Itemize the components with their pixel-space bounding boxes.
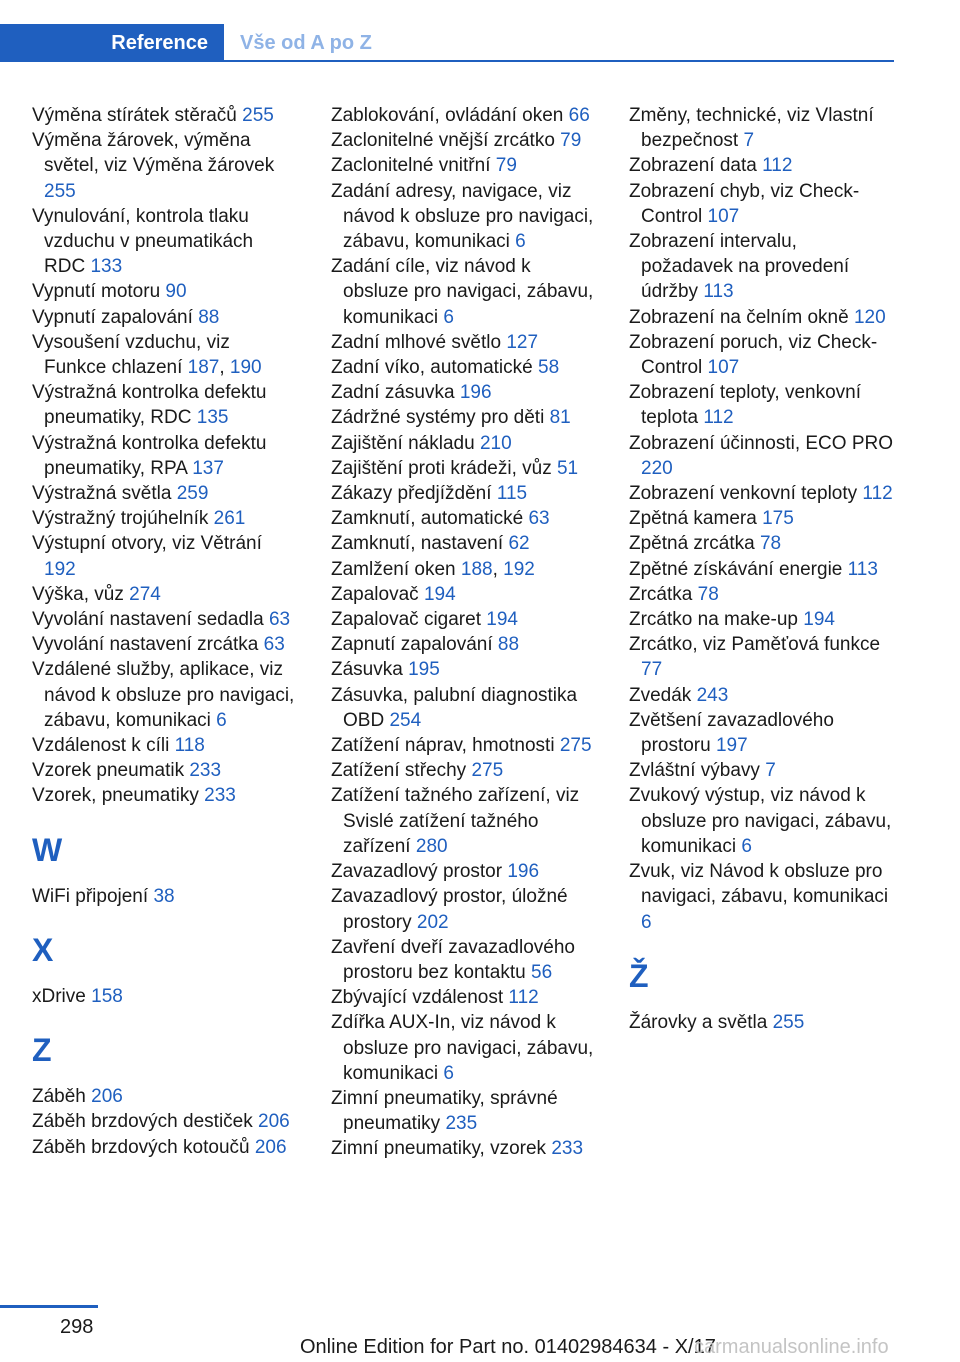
entry-text: Vzdálenost k cíli [32, 735, 170, 757]
index-entry [629, 179, 894, 229]
page-link[interactable]: 194 [423, 583, 456, 605]
entry-text: Žárovky a světla [629, 1011, 768, 1033]
entry-text: Zvláštní výbavy [629, 760, 760, 782]
tab-all-a-to-z[interactable]: Vše od A po Z [240, 31, 372, 54]
entry-text: Zvětšení zavazadlového prostoru [629, 709, 834, 757]
index-entry [331, 456, 596, 481]
page-link[interactable]: 6 [443, 306, 454, 328]
entry-text: Zobrazení na čelním okně [629, 306, 849, 328]
entry-text: Zrcátko na make-up [629, 609, 798, 631]
entry-text: Výstražná kontrolka defektu pneumatiky, RDC [32, 382, 267, 429]
page-link[interactable]: 206 [258, 1111, 290, 1133]
entry-text: Zatížení náprav, hmotnosti [331, 735, 555, 757]
page-link[interactable]: 235 [445, 1113, 478, 1135]
index-entry [32, 431, 297, 481]
page-link[interactable]: 6 [741, 835, 752, 857]
index-entry [32, 103, 297, 128]
page-link[interactable]: 7 [765, 760, 776, 782]
page-link[interactable]: 107 [707, 205, 740, 227]
page-link[interactable]: 275 [559, 735, 592, 757]
entry-text: WiFi připojení [32, 885, 149, 907]
page-link[interactable]: 192 [44, 558, 76, 580]
entry-text: Zákazy předjíždění [331, 483, 492, 505]
index-entry [32, 506, 297, 531]
index-entry [32, 607, 297, 632]
page-link[interactable]: 79 [560, 130, 582, 152]
entry-text: Zobrazení chyb, viz Check-Control [629, 180, 860, 227]
index-entry [331, 657, 596, 682]
entry-text: Zamknutí, automatické [331, 508, 524, 530]
edition-note: Online Edition for Part no. 01402984634 - X/17 [300, 1336, 716, 1358]
entry-text: Zpětné získávání energie [629, 558, 843, 580]
entry-text: Zpětná zrcátka [629, 533, 755, 555]
index-entry [32, 128, 297, 204]
page-link[interactable]: 113 [847, 558, 878, 580]
entry-text: Výměna stírátek stěračů [32, 105, 237, 126]
page-link[interactable]: 233 [551, 1138, 584, 1160]
entry-text: Zobrazení data [629, 155, 757, 177]
page-link[interactable]: 254 [389, 709, 422, 731]
entry-text: Záběh [32, 1086, 86, 1108]
index-entry [331, 330, 596, 355]
index-entry [32, 582, 297, 607]
page-link[interactable]: 115 [496, 483, 528, 505]
index-entry [629, 683, 894, 708]
page-link[interactable]: 206 [91, 1086, 123, 1108]
footer-rule [0, 1305, 98, 1308]
page-link[interactable]: 88 [497, 634, 520, 656]
entry-text: Zaclonitelné vnitřní [331, 155, 491, 177]
entry-text: Zadní mlhové světlo [331, 331, 502, 353]
entry-text: Zrcátko, viz Paměťová funkce [629, 634, 881, 656]
index-entry [331, 153, 596, 178]
entry-text: Zobrazení účinnosti, ECO PRO [629, 432, 893, 454]
entry-text: Zádržné systémy pro děti [331, 407, 545, 429]
index-entry [331, 1136, 596, 1161]
page-link[interactable]: 255 [44, 180, 76, 202]
page-link[interactable]: 6 [515, 231, 526, 253]
section-letter: X [32, 931, 54, 968]
page-link[interactable]: 107 [707, 357, 740, 379]
index-entry [629, 506, 894, 531]
index-entry [331, 355, 596, 380]
entry-text: Výstražná kontrolka defektu pneumatiky, RPA [32, 432, 267, 479]
entry-text: Změny, technické, viz Vlastní bezpečnost [629, 105, 874, 152]
entry-text: Vysoušení vzduchu, viz Funkce chlazení [32, 331, 230, 379]
page-link[interactable]: 112 [703, 407, 734, 429]
page-link[interactable]: 196 [507, 861, 540, 883]
index-entry [629, 557, 894, 582]
entry-text: Zobrazení teploty, venkovní teplota [629, 382, 861, 429]
index-entry [629, 380, 894, 430]
index-entry [331, 733, 596, 758]
index-entry [629, 708, 894, 758]
entry-text: Vzorek pneumatik [32, 760, 185, 782]
index-entry [331, 531, 596, 556]
index-entry [331, 179, 596, 255]
index-entry [331, 254, 596, 330]
page-link[interactable]: 77 [641, 659, 663, 681]
entry-text: Výstupní otvory, viz Větrání [32, 533, 262, 555]
page-link[interactable]: 38 [153, 885, 175, 907]
index-entry [32, 279, 297, 304]
page-link[interactable]: 56 [531, 961, 553, 983]
entry-text: Zajištění nákladu [331, 432, 475, 454]
index-entry [331, 582, 596, 607]
entry-text: Zapnutí zapalování [331, 634, 493, 656]
index-column-2 [331, 103, 596, 1162]
index-entry [629, 481, 894, 506]
index-column-3 [629, 103, 894, 1035]
page-link[interactable]: 137 [192, 457, 224, 479]
entry-text: Vzorek, pneumatiky [32, 785, 199, 807]
page-link[interactable]: 259 [176, 483, 209, 505]
page-link[interactable]: 120 [853, 306, 886, 328]
index-entry [32, 657, 297, 733]
index-entry [331, 935, 596, 985]
page-link[interactable]: 6 [641, 911, 652, 933]
page-link[interactable]: 194 [803, 609, 835, 631]
page-link[interactable]: 280 [415, 835, 448, 857]
entry-text: Výstražný trojúhelník [32, 508, 209, 530]
index-entry [331, 758, 596, 783]
page-link[interactable]: 81 [549, 407, 571, 429]
index-entry [331, 380, 596, 405]
index-entry [32, 733, 297, 758]
entry-text: Zobrazení poruch, viz Check-Control [629, 331, 878, 379]
index-entry [629, 1010, 894, 1035]
page-link[interactable]: 78 [759, 533, 782, 555]
index-entry [32, 758, 297, 783]
page-link[interactable]: 194 [486, 609, 518, 631]
index-entry: Zamlžení oken 188, 192 [331, 558, 535, 580]
section-letter: Ž [629, 957, 649, 994]
page-link[interactable]: 135 [196, 407, 229, 429]
entry-text: Zatížení tažného zařízení, viz Svislé zatížení tažného zařízení [331, 785, 580, 857]
index-entry [629, 582, 894, 607]
entry-text: Zadání cíle, viz návod k obsluze pro navigaci, zábavu, komunikaci [331, 256, 594, 328]
entry-text: Zatížení střechy [331, 760, 467, 782]
entry-text: Zadání adresy, navigace, viz návod k obsluze pro navigaci, zábavu, komunikaci [331, 180, 594, 253]
index-entry [629, 859, 894, 935]
index-entry [331, 1086, 596, 1136]
index-entry [32, 984, 297, 1009]
page-link[interactable]: 158 [91, 985, 123, 1007]
index-entry [331, 859, 596, 884]
entry-text: Výstražná světla [32, 483, 172, 505]
page-link[interactable]: 261 [213, 508, 246, 530]
entry-text: Zablokování, ovládání oken [331, 105, 564, 126]
index-entry [629, 431, 894, 481]
index-entry [629, 103, 894, 153]
page-link[interactable]: 202 [416, 911, 449, 933]
entry-text: Zpětná kamera [629, 508, 757, 530]
index-entry [32, 884, 297, 909]
entry-text: Zvukový výstup, viz návod k obsluze pro navigaci, zábavu, komunikaci [629, 785, 892, 857]
page-link[interactable]: 66 [568, 105, 590, 126]
index-entry [629, 153, 894, 178]
entry-text: Zimní pneumatiky, správné pneumatiky [331, 1087, 558, 1135]
index-entry [32, 531, 297, 581]
entry-text: Zavazadlový prostor [331, 861, 503, 883]
page-link[interactable]: 196 [459, 382, 492, 404]
page-link[interactable]: 90 [165, 281, 187, 303]
page-link[interactable]: 255 [772, 1011, 805, 1033]
index-entry [32, 380, 297, 430]
entry-text: Vyvolání nastavení sedadla [32, 609, 264, 631]
page-link[interactable]: 6 [216, 709, 227, 731]
index-entry [32, 305, 297, 330]
page-link[interactable]: 233 [189, 760, 222, 782]
page-link[interactable]: 118 [174, 735, 205, 757]
page-link[interactable]: 58 [538, 357, 560, 379]
index-column-1 [32, 103, 297, 1160]
entry-text: Zobrazení intervalu, požadavek na provedení údržby [629, 231, 850, 303]
page-link[interactable]: 133 [90, 256, 123, 278]
page-link[interactable]: 6 [443, 1062, 454, 1084]
index-entry [331, 481, 596, 506]
index-entry [32, 204, 297, 280]
page-link[interactable]: 112 [508, 987, 539, 1009]
entry-text: Zásuvka [331, 659, 403, 681]
index-entry [331, 607, 596, 632]
page-link[interactable]: 63 [528, 508, 550, 530]
entry-text: Výměna žárovek, výměna světel, viz Výměna žárovek [32, 130, 275, 177]
index-entry [32, 1084, 297, 1109]
entry-text: Zaclonitelné vnější zrcátko [331, 130, 555, 152]
entry-text: Zapalovač cigaret [331, 609, 481, 631]
entry-text: Zamlžení oken [331, 558, 456, 580]
index-entry [629, 229, 894, 305]
entry-text: Vypnutí motoru [32, 281, 161, 303]
index-entry [331, 431, 596, 456]
page-link[interactable]: 275 [471, 760, 504, 782]
page-link[interactable]: 112 [862, 483, 893, 505]
index-entry [331, 884, 596, 934]
page-link[interactable]: 88 [198, 306, 220, 328]
index-entry [32, 783, 297, 808]
index-entry [32, 1109, 297, 1134]
index-entry [629, 758, 894, 783]
index-entry [331, 783, 596, 859]
page-link[interactable]: 192 [503, 558, 535, 580]
page-link[interactable]: 175 [762, 508, 794, 530]
page-link[interactable]: 274 [129, 583, 161, 605]
entry-text: Zimní pneumatiky, vzorek [331, 1138, 547, 1160]
entry-text: Zobrazení venkovní teploty [629, 483, 858, 505]
entry-text: Zvedák [629, 684, 692, 706]
index-entry [331, 506, 596, 531]
entry-text: Vzdálené služby, aplikace, viz návod k obsluze pro navigaci, zábavu, komunikaci [32, 659, 295, 731]
page-link[interactable]: 51 [556, 457, 579, 479]
page-link[interactable]: 233 [204, 785, 236, 807]
section-letter: Z [32, 1032, 52, 1069]
page-link[interactable]: 112 [762, 155, 793, 177]
index-entry [32, 632, 297, 657]
entry-text: Zapalovač [331, 583, 419, 605]
entry-text: Záběh brzdových kotoučů [32, 1136, 250, 1158]
page-link[interactable]: 206 [254, 1136, 287, 1158]
page-link[interactable]: 63 [263, 634, 285, 656]
entry-text: Zavření dveří zavazadlového prostoru bez kontaktu [331, 936, 575, 983]
index-entry [629, 330, 894, 380]
entry-text: Zadní víko, automatické [331, 357, 533, 379]
index-entry [331, 1010, 596, 1086]
index-entry: Vysoušení vzduchu, viz Funkce chlazení 187, 190 [32, 331, 262, 379]
index-entry [331, 405, 596, 430]
page-link[interactable]: 79 [495, 155, 517, 177]
entry-text: Zadní zásuvka [331, 382, 455, 404]
page-link[interactable]: 190 [229, 357, 262, 379]
page-link[interactable]: 255 [242, 105, 274, 126]
index-entry [629, 531, 894, 556]
page-link[interactable]: 7 [743, 130, 755, 152]
page-link[interactable]: 63 [268, 609, 291, 631]
index-entry [331, 128, 596, 153]
entry-text: Zrcátka [629, 583, 693, 605]
entry-text: Zvuk, viz Návod k obsluze pro navigaci, zábavu, komunikaci [629, 861, 889, 908]
entry-text: Zajištění proti krádeži, vůz [331, 457, 552, 479]
page-link[interactable]: 78 [697, 583, 719, 605]
entry-text: Zásuvka, palubní diagnostika OBD [331, 684, 578, 731]
page-link[interactable]: 197 [715, 735, 748, 757]
index-entry [331, 103, 596, 128]
entry-text: Zavazadlový prostor, úložné prostory [331, 886, 568, 933]
index-entry [629, 607, 894, 632]
page-link[interactable]: 62 [508, 533, 530, 555]
entry-text: Zbývající vzdálenost [331, 987, 504, 1009]
page-number: 298 [60, 1316, 94, 1338]
page-link[interactable]: 195 [408, 659, 440, 681]
page-link[interactable]: 210 [479, 432, 512, 454]
index-entry [32, 481, 297, 506]
index-entry [629, 632, 894, 682]
page-link[interactable]: 220 [641, 457, 673, 479]
page-link[interactable]: 127 [506, 331, 539, 353]
entry-text: Vynulování, kontrola tlaku vzduchu v pneumatikách RDC [32, 205, 254, 278]
index-entry [629, 783, 894, 859]
entry-text: Záběh brzdových destiček [32, 1111, 253, 1133]
index-entry [331, 632, 596, 657]
page-link[interactable]: 243 [696, 684, 729, 706]
index-entry [32, 1135, 297, 1160]
entry-text: Výška, vůz [32, 583, 124, 605]
entry-text: Vypnutí zapalování [32, 306, 193, 328]
index-entry [331, 683, 596, 733]
entry-text: xDrive [32, 985, 86, 1007]
tab-reference[interactable]: Reference [0, 24, 224, 62]
page-link[interactable]: 188 [460, 558, 493, 580]
entry-text: Zdířka AUX-In, viz návod k obsluze pro navigaci, zábavu, komunikaci [331, 1012, 594, 1084]
index-entry [629, 305, 894, 330]
section-letter: W [32, 831, 63, 868]
index-entry [331, 985, 596, 1010]
page-link[interactable]: 113 [703, 281, 734, 303]
page-link[interactable]: 187 [187, 357, 220, 379]
watermark: carmanualsonline.info [694, 1336, 889, 1358]
entry-text: Vyvolání nastavení zrcátka [32, 634, 259, 656]
entry-text: Zamknutí, nastavení [331, 533, 504, 555]
